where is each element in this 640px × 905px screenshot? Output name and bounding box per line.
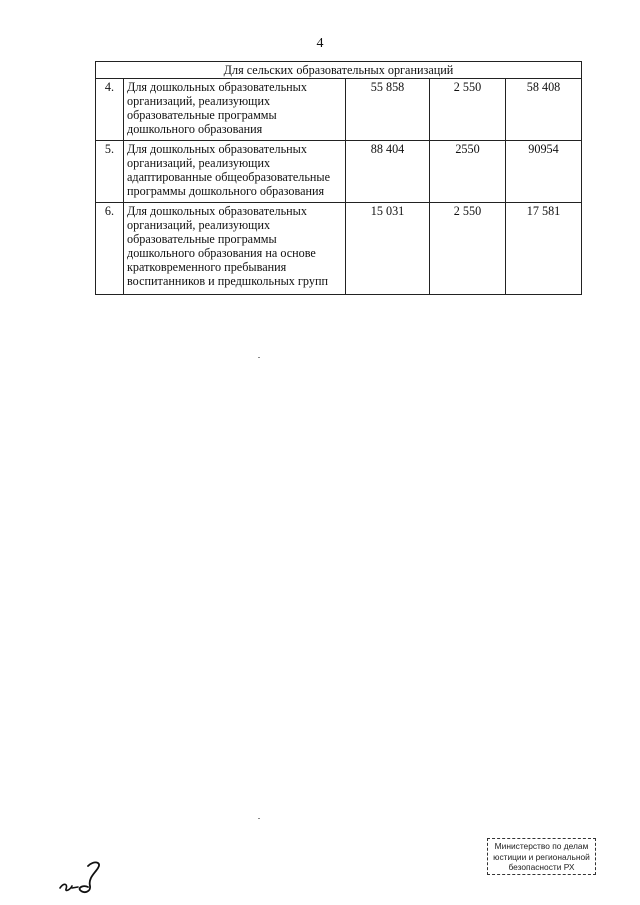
description-line: воспитанников и предшкольных групп bbox=[127, 274, 328, 288]
description-line: кратковременного пребывания bbox=[127, 260, 287, 274]
description-line: образовательные программы bbox=[127, 108, 277, 122]
value-cell: 15 031 bbox=[346, 203, 430, 295]
description-line: Для дошкольных образовательных bbox=[127, 142, 307, 156]
description-line: дошкольного образования на основе bbox=[127, 246, 316, 260]
description-line: адаптированные общеобразовательные bbox=[127, 170, 331, 184]
ministry-stamp bbox=[487, 838, 596, 875]
value-cell: 17 581 bbox=[506, 203, 582, 295]
stamp-line: юстиции и региональной bbox=[493, 851, 590, 862]
value-cell: 88 404 bbox=[346, 141, 430, 203]
table-row bbox=[96, 79, 582, 141]
row-number: 4. bbox=[96, 79, 124, 141]
table-row bbox=[96, 203, 582, 295]
row-number: 5. bbox=[96, 141, 124, 203]
description-line: организаций, реализующих bbox=[127, 94, 271, 108]
value-cell: 2 550 bbox=[430, 79, 506, 141]
page-number: 4 bbox=[316, 36, 324, 51]
value-cell: 2 550 bbox=[430, 203, 506, 295]
description-line: организаций, реализующих bbox=[127, 156, 271, 170]
row-number: 6. bbox=[96, 203, 124, 295]
scan-speck bbox=[258, 818, 260, 819]
row-description bbox=[124, 141, 346, 203]
handwritten-signature bbox=[58, 858, 108, 896]
section-header-row bbox=[96, 62, 582, 79]
row-description bbox=[124, 203, 346, 295]
value-cell: 58 408 bbox=[506, 79, 582, 141]
description-line: программы дошкольного образования bbox=[127, 184, 325, 198]
value-cell: 2550 bbox=[430, 141, 506, 203]
description-line: образовательные программы bbox=[127, 232, 277, 246]
table-row bbox=[96, 141, 582, 203]
description-line: дошкольного образования bbox=[127, 122, 263, 136]
description-line: Для дошкольных образовательных bbox=[127, 204, 307, 218]
value-cell: 90954 bbox=[506, 141, 582, 203]
description-line: Для дошкольных образовательных bbox=[127, 80, 307, 94]
stamp-line: безопасности РХ bbox=[508, 862, 575, 872]
budget-table bbox=[95, 61, 582, 295]
scan-speck bbox=[258, 357, 260, 358]
row-description bbox=[124, 79, 346, 141]
stamp-line: Министерство по делам bbox=[494, 841, 589, 851]
section-title: Для сельских образовательных организаций bbox=[96, 62, 582, 79]
value-cell: 55 858 bbox=[346, 79, 430, 141]
description-line: организаций, реализующих bbox=[127, 218, 271, 232]
